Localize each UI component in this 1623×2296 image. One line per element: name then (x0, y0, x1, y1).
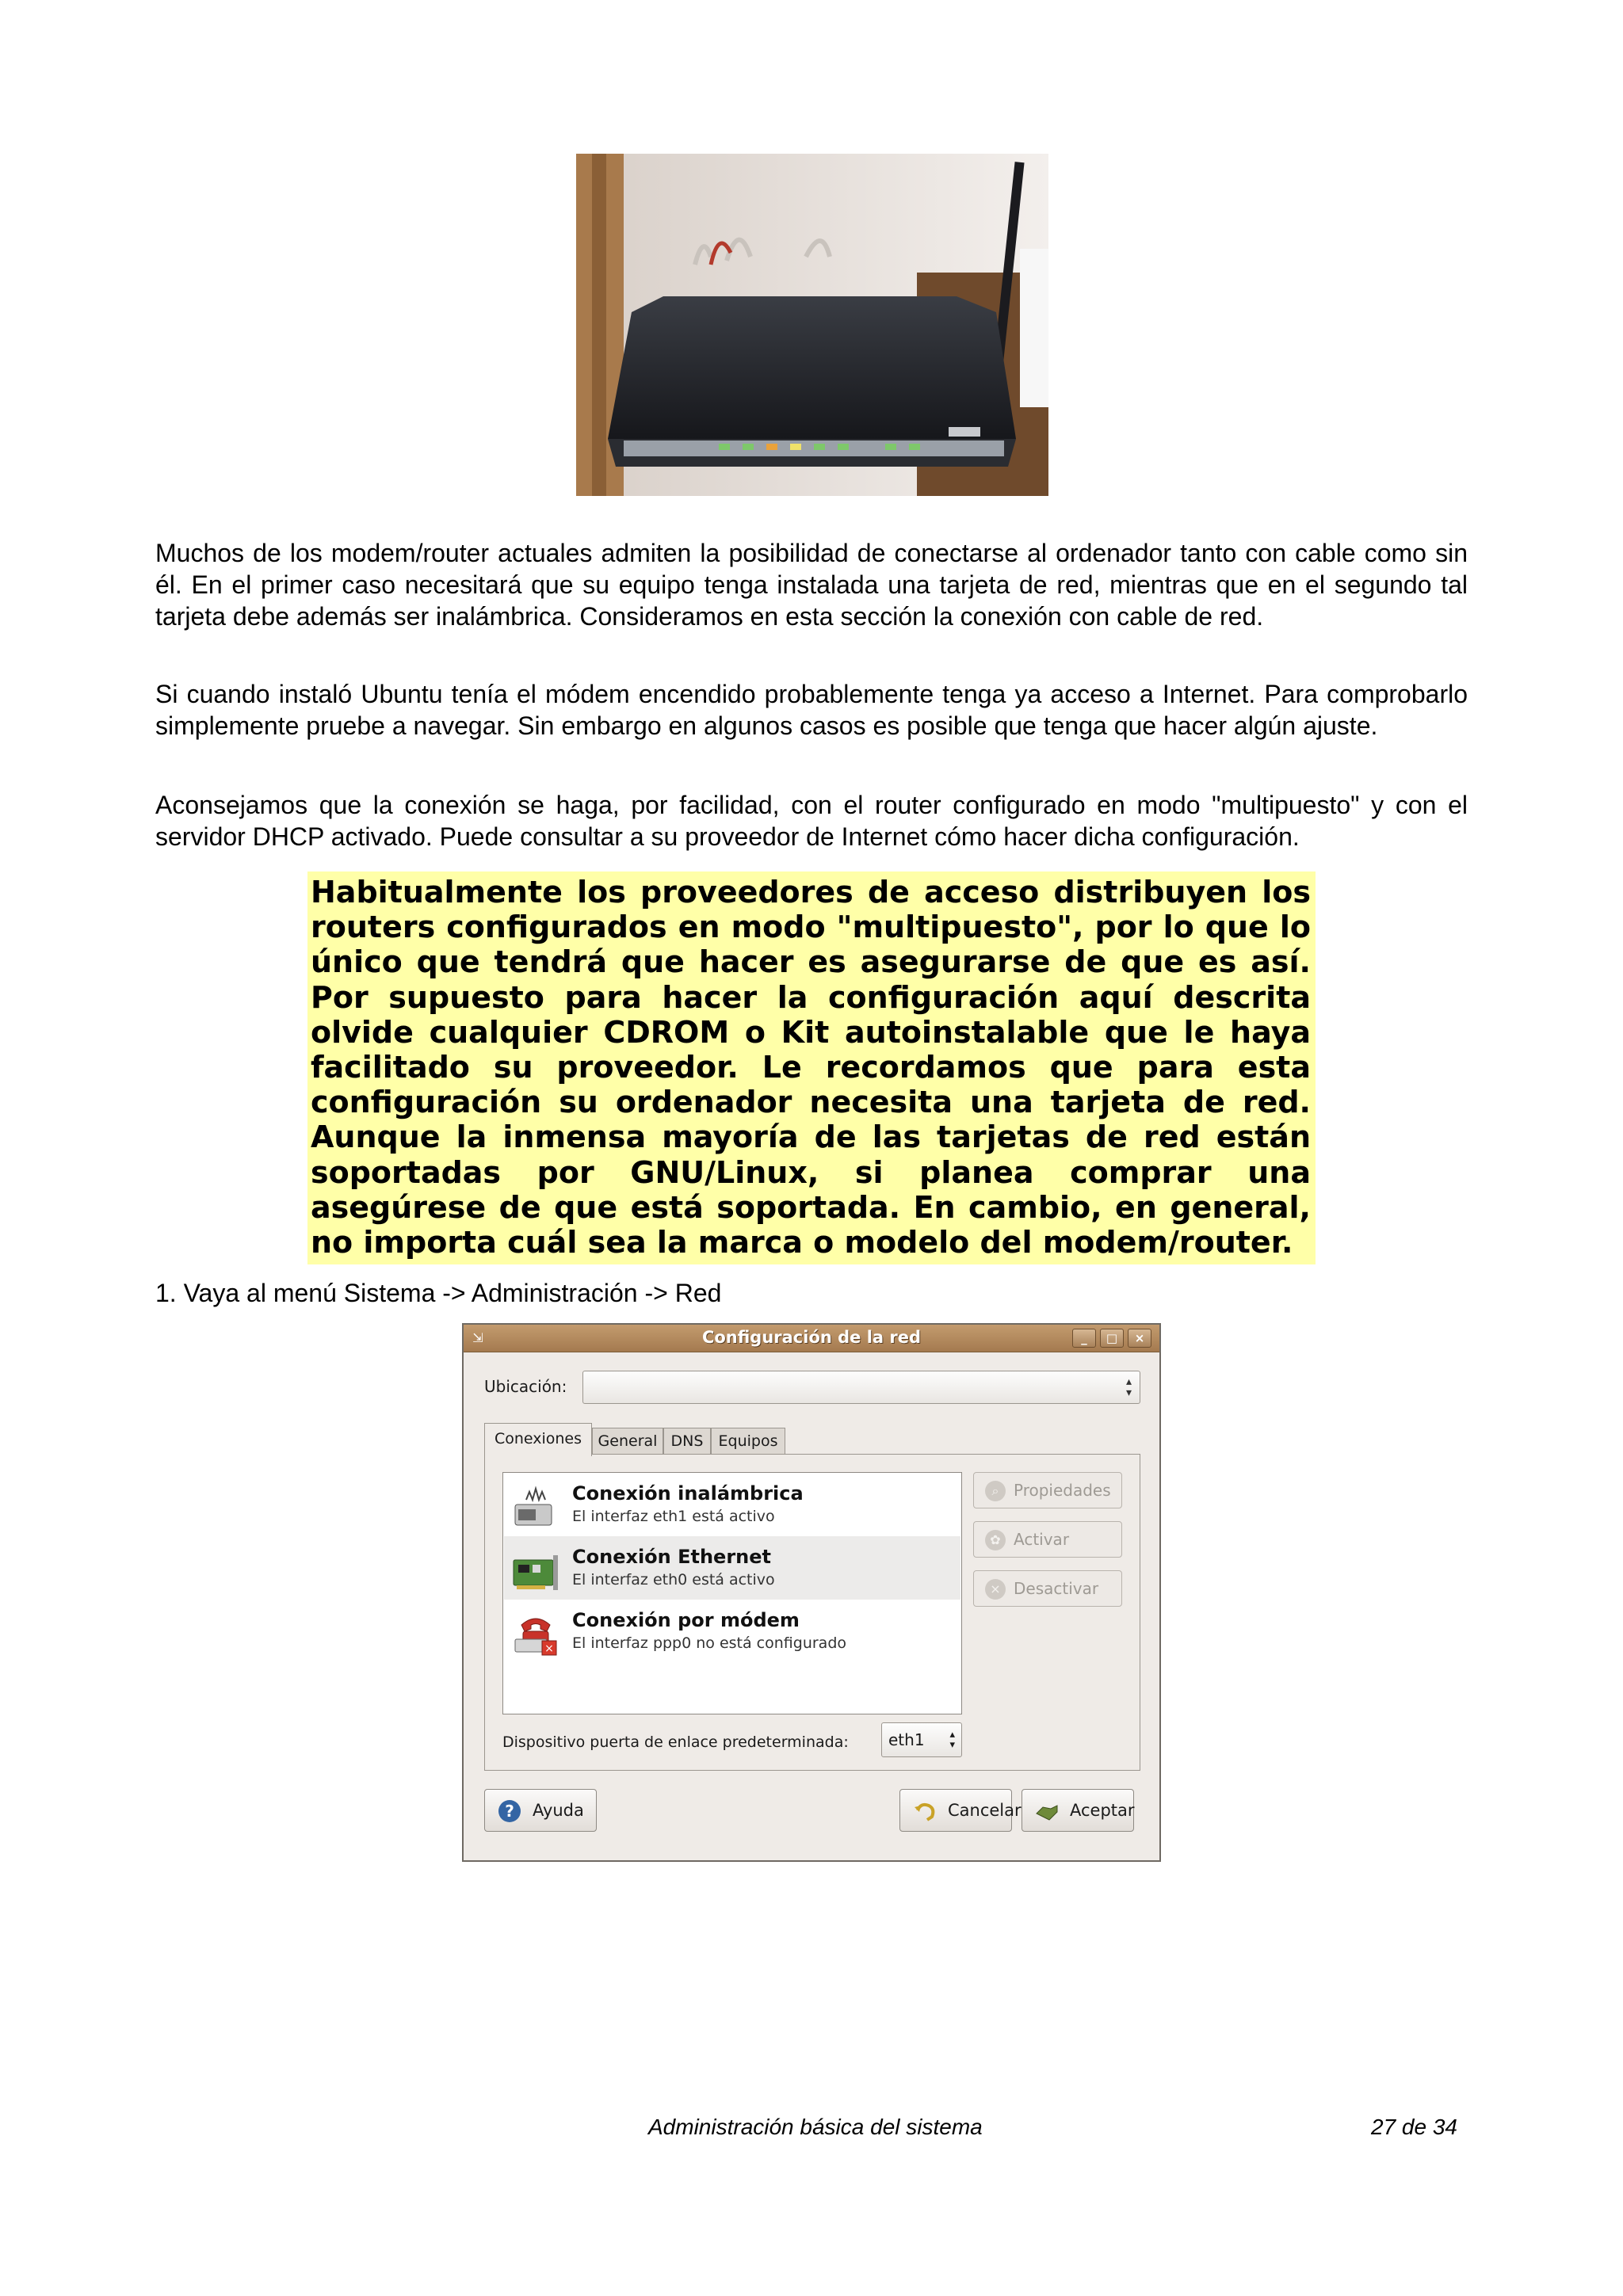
step-1: 1. Vaya al menú Sistema -> Administración -> Red (155, 1279, 722, 1307)
dialog-title: Configuración de la red (701, 1328, 922, 1347)
tab-general[interactable]: General (592, 1428, 663, 1455)
accept-button[interactable] (1022, 1789, 1134, 1832)
location-label: Ubicación: (484, 1377, 567, 1396)
cancel-label: Cancelar (948, 1801, 1022, 1820)
properties-icon: ⌕ (985, 1481, 1006, 1501)
deactivate-button[interactable] (973, 1570, 1122, 1607)
deactivate-icon: × (985, 1579, 1006, 1600)
cancel-button[interactable] (899, 1789, 1022, 1832)
router-photo (576, 154, 1048, 496)
gateway-value: eth1 (888, 1730, 925, 1749)
activate-label: Activar (1014, 1530, 1070, 1549)
activate-icon: ✿ (985, 1530, 1006, 1550)
svg-text:×: × (544, 1642, 554, 1655)
connection-row-modem[interactable] (504, 1600, 960, 1663)
help-button[interactable] (484, 1789, 597, 1832)
connection-status: El interfaz ppp0 no está configurado (572, 1634, 846, 1652)
properties-label: Propiedades (1014, 1481, 1111, 1500)
minimize-button[interactable]: _ (1072, 1329, 1096, 1348)
undo-icon (913, 1799, 937, 1823)
dialog-titlebar (464, 1325, 1159, 1352)
tab-conexiones[interactable]: Conexiones (484, 1423, 592, 1456)
deactivate-label: Desactivar (1014, 1579, 1099, 1598)
window-menu-icon[interactable]: ⇲ (472, 1330, 483, 1345)
location-combo[interactable] (582, 1371, 1140, 1404)
properties-button[interactable] (973, 1472, 1122, 1508)
gateway-label: Dispositivo puerta de enlace predeterminada: (502, 1733, 849, 1751)
connection-status: El interfaz eth0 está activo (572, 1571, 775, 1589)
tab-dns[interactable]: DNS (663, 1428, 711, 1455)
paragraph-intro: Muchos de los modem/router actuales admiten la posibilidad de conectarse al ordenador tanto con cable como sin él. En el primer caso necesitará que su equipo tenga instalada una tarjeta de red, mientras que en el segundo tal tarjeta debe además ser inalámbrica. Consideramos en esta sección la conexión con cable de red. (155, 539, 1468, 631)
paragraph-dhcp: Aconsejamos que la conexión se haga, por facilidad, con el router configurado en modo "multipuesto" y con el servidor DHCP activado. Puede consultar a su proveedor de Internet cómo hacer dicha configuración. (155, 791, 1468, 851)
combo-arrows-icon: ▴ ▾ (949, 1729, 955, 1751)
close-button[interactable]: × (1128, 1329, 1151, 1348)
activate-button[interactable] (973, 1521, 1122, 1558)
connection-status: El interfaz eth1 está activo (572, 1508, 775, 1525)
svg-text:?: ? (505, 1802, 514, 1821)
footer-title: Administración básica del sistema (648, 2115, 983, 2139)
combo-arrows-icon: ▴ ▾ (1125, 1375, 1132, 1399)
connection-row-ethernet[interactable] (504, 1536, 960, 1600)
gateway-combo[interactable] (881, 1722, 962, 1757)
maximize-button[interactable]: □ (1100, 1329, 1124, 1348)
connections-panel (484, 1454, 1140, 1771)
accept-label: Aceptar (1070, 1801, 1135, 1820)
connection-row-wireless[interactable] (504, 1473, 960, 1536)
tab-equipos[interactable]: Equipos (711, 1428, 785, 1455)
modem-phone-icon (510, 1609, 561, 1657)
help-label: Ayuda (533, 1801, 584, 1820)
connections-list[interactable] (502, 1472, 962, 1714)
network-config-dialog (462, 1323, 1161, 1862)
connection-name: Conexión inalámbrica (572, 1482, 804, 1505)
paragraph-ubuntu: Si cuando instaló Ubuntu tenía el módem encendido probablemente tenga ya acceso a Internet. Para comprobarlo simplemente pruebe a navegar. Sin embargo en algunos casos es posible que tenga que hacer algún ajuste. (155, 680, 1468, 740)
connection-name: Conexión Ethernet (572, 1546, 772, 1568)
ethernet-card-icon (510, 1546, 561, 1593)
wireless-card-icon (510, 1482, 561, 1530)
footer-page-number: 27 de 34 (1371, 2115, 1457, 2139)
connection-name: Conexión por módem (572, 1609, 800, 1631)
highlighted-note: Habitualmente los proveedores de acceso distribuyen los routers configurados en modo "multipuesto", por lo que lo único que tendrá que hacer es asegurarse de que es así. Por supuesto para hacer la configuración aquí descrita olvide cualquier CDROM o Kit autoinstalable que le haya facilitado su proveedor. Le recordamos que para esta configuración su ordenador necesita una tarjeta de red. Aunque la inmensa mayoría de las tarjetas de red están soportadas por GNU/Linux, si planea comprar una asegúrese de que está soportada. En cambio, en general, no importa cuál sea la marca o modelo del modem/router. (307, 871, 1316, 1264)
handshake-icon (1035, 1799, 1059, 1823)
help-icon (498, 1799, 521, 1823)
